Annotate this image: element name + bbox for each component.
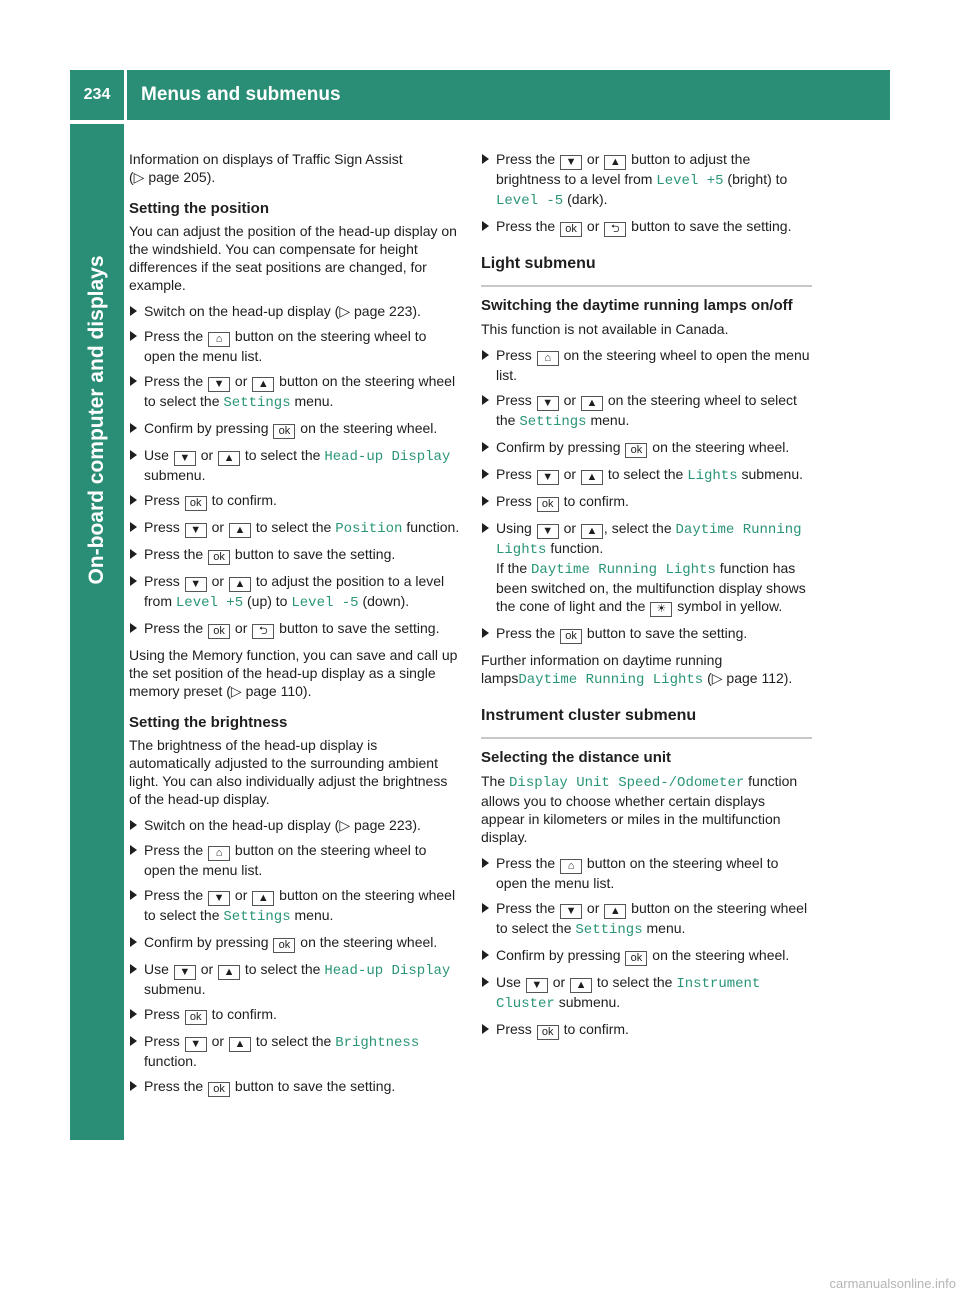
up-key-icon: ▲ [581,524,603,539]
arrow-bullet-icon [130,306,137,316]
down-key-icon: ▼ [174,965,196,980]
down-key-icon: ▼ [537,396,559,411]
ok-key-icon: ok [537,1025,559,1040]
setting-position-body: You can adjust the position of the head-up display on the windshield. You can compensate for height differences if the seat positions are changed, for example. [129,223,457,293]
down-key-icon: ▼ [185,523,207,538]
arrow-bullet-icon [482,469,489,479]
footer-watermark: carmanualsonline.info [829,1276,956,1291]
ok-key-icon: ok [537,497,559,512]
down-key-icon: ▼ [208,891,230,906]
ok-key-icon: ok [273,938,295,953]
memory-paragraph: Using the Memory function, you can save and call up the set position of the head-up display as a single memory preset (▷ page 110). [129,647,458,699]
list-item: Confirm by pressing ok on the steering wheel. [129,933,460,953]
list-item: Press ⌂ on the steering wheel to open the menu list. [481,346,812,384]
list-item: Press ok to confirm. [129,1005,460,1025]
list-item: Press the ok button to save the setting. [129,545,460,565]
up-key-icon: ▲ [229,523,251,538]
arrow-bullet-icon [130,331,137,341]
back-key-icon: ⮌ [252,624,274,639]
arrow-bullet-icon [130,549,137,559]
ok-key-icon: ok [185,496,207,511]
distance-unit-paragraph: The Display Unit Speed-/Odometer function allows you to choose whether certain displays appear in kilometers or miles in the multifunction display. [481,773,798,845]
arrow-bullet-icon [482,977,489,987]
list-item: Confirm by pressing ok on the steering wheel. [481,438,812,458]
home-key-icon: ⌂ [208,846,230,861]
list-item: Press ▼ or ▲ on the steering wheel to select the Settings menu. [481,391,812,431]
arrow-bullet-icon [130,845,137,855]
setting-brightness-heading: Setting the brightness [129,714,288,731]
down-key-icon: ▼ [185,1037,207,1052]
ok-key-icon: ok [273,424,295,439]
up-key-icon: ▲ [604,904,626,919]
home-key-icon: ⌂ [560,859,582,874]
arrow-bullet-icon [130,623,137,633]
list-item: Press the ▼ or ▲ button on the steering wheel to select the Settings menu. [129,372,460,412]
list-item: Switch on the head-up display (▷ page 223). [129,816,460,834]
up-key-icon: ▲ [218,965,240,980]
display-text: Display Unit Speed-/Odometer [509,775,745,791]
list-item: Press ok to confirm. [129,491,460,511]
list-item: Press the ok button to save the setting. [129,1077,460,1097]
arrow-bullet-icon [482,442,489,452]
arrow-bullet-icon [482,154,489,164]
down-key-icon: ▼ [537,470,559,485]
list-item: Press ▼ or ▲ to select the Lights submenu. [481,465,812,485]
list-item: Switch on the head-up display (▷ page 223). [129,302,460,320]
display-text: Settings [223,909,291,925]
down-key-icon: ▼ [537,524,559,539]
home-key-icon: ⌂ [208,332,230,347]
list-item: Press the ok or ⮌ button to save the setting. [481,217,812,237]
up-key-icon: ▲ [581,470,603,485]
display-text: Brightness [335,1035,420,1051]
intro-paragraph: Information on displays of Traffic Sign Assist (▷ page 205). [129,151,403,185]
arrow-bullet-icon [130,1009,137,1019]
up-key-icon: ▲ [570,978,592,993]
list-item: Use ▼ or ▲ to select the Head-up Display submenu. [129,960,460,998]
list-item: Press ▼ or ▲ to adjust the position to a level from Level +5 (up) to Level -5 (down). [129,572,460,612]
sidebar-label-text: On-board computer and displays [85,255,108,585]
up-key-icon: ▲ [252,377,274,392]
display-text: Head-up Display [324,449,451,465]
list-item: Use ▼ or ▲ to select the Instrument Cluster submenu. [481,973,812,1013]
arrow-bullet-icon [482,350,489,360]
list-item: Press ▼ or ▲ to select the Brightness function. [129,1032,460,1070]
arrow-bullet-icon [130,890,137,900]
arrow-bullet-icon [482,628,489,638]
distance-unit-subheading: Selecting the distance unit [481,749,672,766]
display-text: Level +5 [175,595,244,611]
arrow-bullet-icon [130,964,137,974]
arrow-bullet-icon [482,858,489,868]
down-key-icon: ▼ [208,377,230,392]
down-key-icon: ▼ [560,155,582,170]
arrow-bullet-icon [130,450,137,460]
up-key-icon: ▲ [252,891,274,906]
list-item: Confirm by pressing ok on the steering wheel. [129,419,460,439]
list-item: Press the ▼ or ▲ button on the steering wheel to select the Settings menu. [129,886,460,926]
left-column [129,150,460,1104]
arrow-bullet-icon [482,523,489,533]
daytime-lamps-subheading: Switching the daytime running lamps on/off [481,297,793,314]
right-column [481,150,812,1047]
down-key-icon: ▼ [526,978,548,993]
up-key-icon: ▲ [218,451,240,466]
list-item: Using ▼ or ▲ , select the Daytime Running Lights function. If the Daytime Running Lights function has been switched on, the multifunction display shows the cone of light and the ☀ symbol in yellow. [481,519,812,617]
down-key-icon: ▼ [185,577,207,592]
arrow-bullet-icon [482,950,489,960]
arrow-bullet-icon [130,937,137,947]
ok-key-icon: ok [560,222,582,237]
ok-key-icon: ok [625,951,647,966]
list-item: Press the ▼ or ▲ button to adjust the brightness to a level from Level +5 (bright) to Level -5 (dark). [481,150,812,210]
display-text: Head-up Display [324,963,451,979]
display-text: Level +5 [656,173,724,189]
display-text: Level -5 [496,193,564,209]
arrow-bullet-icon [482,221,489,231]
up-key-icon: ▲ [229,577,251,592]
list-item: Press the ▼ or ▲ button on the steering wheel to select the Settings menu. [481,899,812,939]
arrow-bullet-icon [130,1036,137,1046]
arrow-bullet-icon [482,496,489,506]
further-info-paragraph: Further information on daytime running lampsDaytime Running Lights (▷ page 112). [481,652,793,688]
list-item: Press the ok button to save the setting. [481,624,812,644]
ok-key-icon: ok [208,624,230,639]
arrow-bullet-icon [130,522,137,532]
down-key-icon: ▼ [560,904,582,919]
ok-key-icon: ok [208,550,230,565]
display-text: Level -5 [291,595,359,611]
light-symbol-icon: ☀ [650,602,672,617]
arrow-bullet-icon [482,903,489,913]
list-item: Press ▼ or ▲ to select the Position function. [129,518,460,538]
setting-position-heading: Setting the position [129,200,269,217]
page-number: 234 [70,70,124,120]
list-item: Press ok to confirm. [481,1020,812,1040]
list-item: Press the ⌂ button on the steering wheel to open the menu list. [129,327,460,365]
arrow-bullet-icon [130,820,137,830]
ok-key-icon: ok [208,1082,230,1097]
up-key-icon: ▲ [229,1037,251,1052]
ok-key-icon: ok [185,1010,207,1025]
list-item: Press the ⌂ button on the steering wheel to open the menu list. [129,841,460,879]
back-key-icon: ⮌ [604,222,626,237]
arrow-bullet-icon [482,395,489,405]
display-text: Daytime Running Lights [496,522,802,558]
arrow-bullet-icon [130,495,137,505]
list-item: Use ▼ or ▲ to select the Head-up Display submenu. [129,446,460,484]
canada-note: This function is not available in Canada. [481,321,729,337]
list-item: Press the ⌂ button on the steering wheel to open the menu list. [481,854,812,892]
arrow-bullet-icon [130,1081,137,1091]
up-key-icon: ▲ [604,155,626,170]
home-key-icon: ⌂ [537,351,559,366]
display-text: Position [335,521,403,537]
instrument-cluster-heading: Instrument cluster submenu [481,707,812,739]
display-text: Settings [575,922,643,938]
display-text: Settings [223,395,291,411]
arrow-bullet-icon [130,376,137,386]
display-text: Daytime Running Lights [518,672,704,688]
light-submenu-heading: Light submenu [481,255,812,287]
page-title: Menus and submenus [127,70,890,120]
arrow-bullet-icon [130,576,137,586]
ok-key-icon: ok [560,629,582,644]
list-item: Confirm by pressing ok on the steering wheel. [481,946,812,966]
display-text: Lights [687,468,738,484]
ok-key-icon: ok [625,443,647,458]
list-item: Press ok to confirm. [481,492,812,512]
display-text: Daytime Running Lights [531,562,716,578]
display-text: Settings [519,414,587,430]
down-key-icon: ▼ [174,451,196,466]
list-item: Press the ok or ⮌ button to save the setting. [129,619,460,639]
up-key-icon: ▲ [581,396,603,411]
arrow-bullet-icon [130,423,137,433]
display-text: Instrument Cluster [496,976,761,1012]
arrow-bullet-icon [482,1024,489,1034]
setting-brightness-body: The brightness of the head-up display is automatically adjusted to the surrounding ambient light. You can also individually adjust the brightness of the head-up display. [129,737,448,807]
